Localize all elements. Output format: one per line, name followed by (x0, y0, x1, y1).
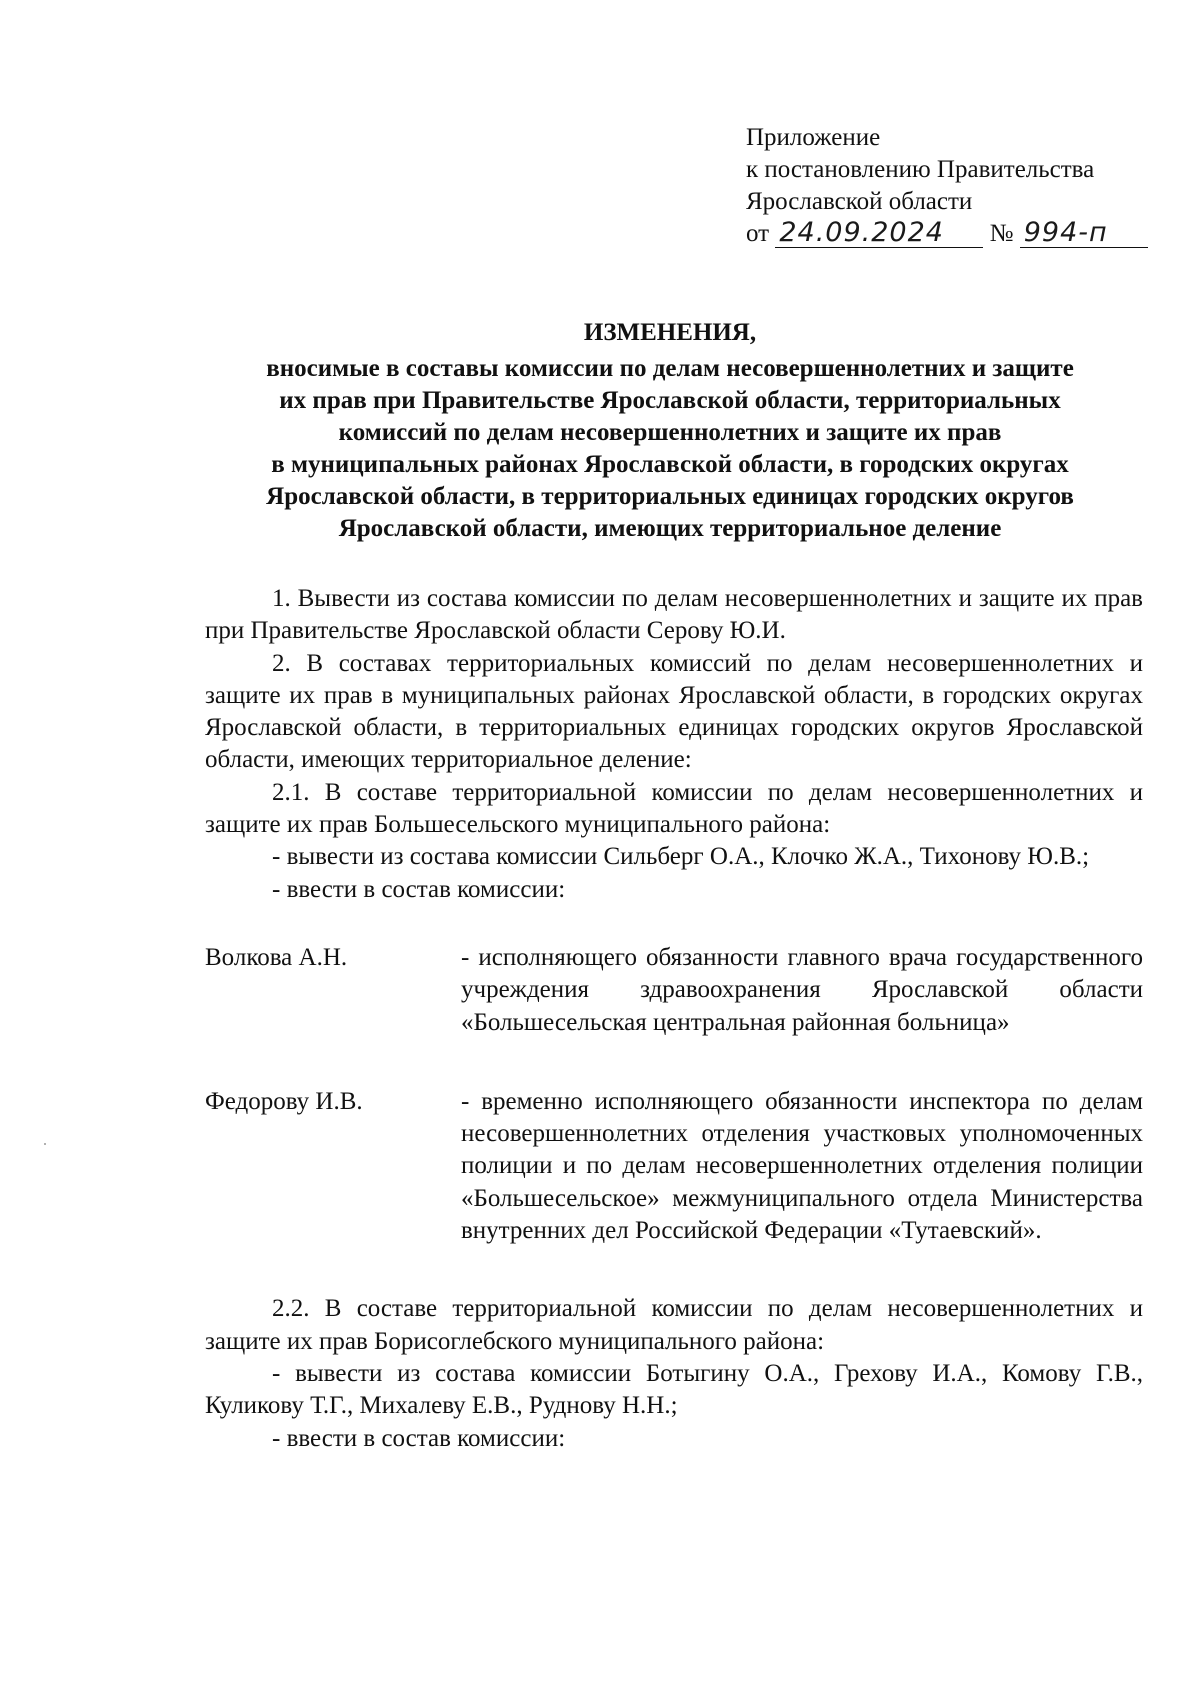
member-role: - исполняющего обязанности главного врача государственного учреждения здравоохранения Ярославской области «Большесельская центральная районная больница» (461, 943, 1143, 1036)
paragraph-2-1-remove: - вывести из состава комиссии Сильберг О.А., Клочко Ж.А., Тихонову Ю.В.; (272, 843, 1090, 871)
title-subtitle-line: комиссий по делам несовершеннолетних и защите их прав (338, 419, 1002, 446)
handwritten-number: 994-п (1020, 219, 1148, 248)
number-label: № (989, 220, 1014, 247)
appendix-resolution: к постановлению Правительства (746, 156, 1095, 183)
member-role: - временно исполняющего обязанности инспектора по делам несовершеннолетних отделения участковых уполномоченных полиции и по делам несовершеннолетних отделения полиции «Большесельское» межмуниципального отдела Министерства внутренних дел Российской Федерации «Тутаевский». (461, 1087, 1143, 1245)
from-label: от (746, 220, 770, 247)
scan-speck (44, 1143, 46, 1145)
title-subtitle-line: в муниципальных районах Ярославской области, в городских округах (271, 451, 1069, 478)
appendix-date-number (746, 218, 1166, 250)
member-row (205, 1086, 1143, 1247)
document-body (205, 583, 1143, 1455)
member-name: Федорову И.В. (205, 1087, 363, 1115)
handwritten-date: 24.09.2024 (775, 219, 983, 248)
paragraph-2-1-add: - ввести в состав комиссии: (272, 875, 566, 903)
appendix-region: Ярославской области (746, 188, 973, 215)
appendix-label: Приложение (746, 124, 881, 151)
paragraph-1: 1. Вывести из состава комиссии по делам несовершеннолетних и защите их прав при Правительстве Ярославской области Серову Ю.И. (205, 585, 1143, 645)
paragraph-2-2: 2.2. В составе территориальной комиссии по делам несовершеннолетних и защите их прав Борисоглебского муниципального района: (205, 1295, 1143, 1355)
title-subtitle-line: Ярославской области, в территориальных единицах городских округов (266, 483, 1074, 510)
title-subtitle-line: их прав при Правительстве Ярославской области, территориальных (279, 387, 1061, 414)
title-subtitle-line: Ярославской области, имеющих территориальное деление (338, 515, 1002, 542)
paragraph-2-2-add: - ввести в состав комиссии: (272, 1424, 566, 1452)
title-subtitle-line: вносимые в составы комиссии по делам несовершеннолетних и защите (266, 355, 1074, 382)
title-main: ИЗМЕНЕНИЯ, (583, 319, 757, 346)
paragraph-2-1: 2.1. В составе территориальной комиссии по делам несовершеннолетних и защите их прав Большесельского муниципального района: (205, 778, 1143, 839)
appendix-header (746, 122, 1166, 250)
paragraph-2: 2. В составах территориальных комиссий по делам несовершеннолетних и защите их прав в муниципальных районах Ярославской области, в городских округах Ярославской области, в территориальных единицах городских округов Ярославской области, имеющих территориальное деление: (205, 649, 1143, 774)
document-title (205, 317, 1135, 545)
member-name: Волкова А.Н. (205, 943, 348, 971)
member-row (205, 942, 1143, 1039)
paragraph-2-2-remove: - вывести из состава комиссии Ботыгину О.А., Грехову И.А., Комову Г.В., Куликову Т.Г., Михалеву Е.В., Руднову Н.Н.; (205, 1359, 1143, 1420)
